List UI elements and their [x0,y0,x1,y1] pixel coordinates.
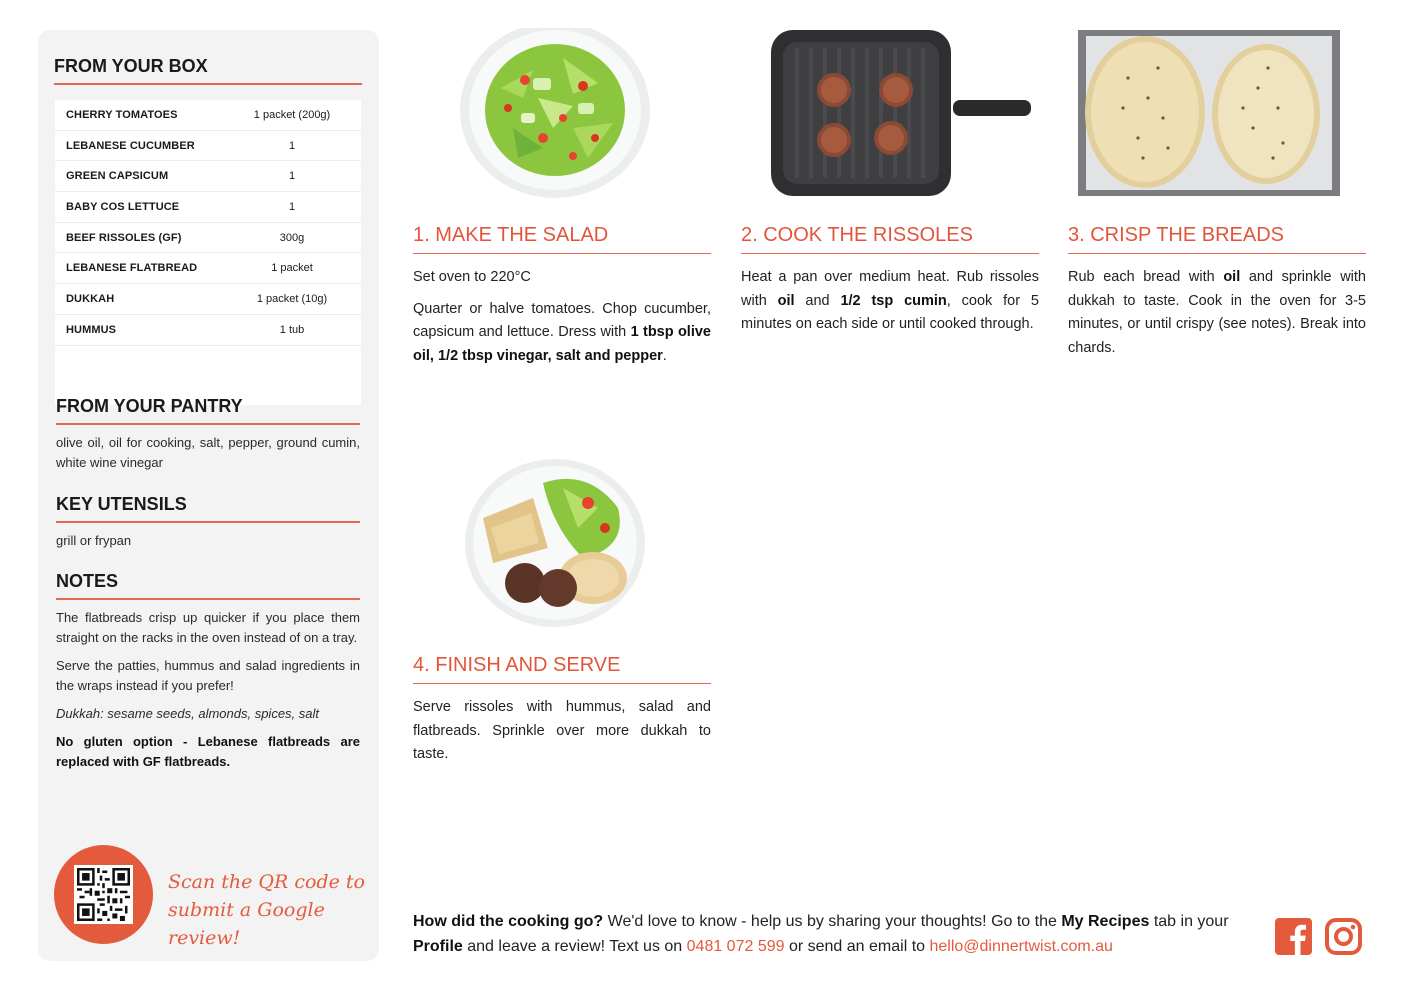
text-run: Quarter or halve tomatoes. Chop cucumber, capsicum and lettuce. Dress with [413,300,711,340]
note-item: Serve the patties, hummus and salad ingredients in the wraps instead if you prefer! [56,658,360,693]
table-row [55,223,361,254]
notes-text [56,608,360,772]
table-row [55,192,361,223]
qr-badge[interactable] [54,845,153,944]
salad-bowl-image [413,28,711,198]
step-3-title: 3. CRISP THE BREADS [1068,224,1366,254]
ingredient-qty: 1 [288,200,296,213]
phone-link[interactable]: 0481 072 599 [686,938,785,955]
pantry-text: olive oil, oil for cooking, salt, pepper, ground cumin, white wine vinegar [56,435,360,470]
text-run: Rub each bread with [1068,269,1224,285]
pantry-section [56,396,360,473]
ingredient-name: BEEF RISSOLES (GF) [66,231,182,244]
table-row [55,161,361,192]
text-run: tab in your [1149,913,1229,930]
step-1-oven: Set oven to 220°C [413,269,531,285]
utensils-section [56,494,360,551]
notes-section [56,571,360,780]
instagram-icon[interactable] [1325,918,1362,955]
text-run-bold: oil [777,292,795,309]
ingredient-qty: 1 [288,170,296,183]
text-run: and sprinkle with dukkah to taste. Cook in the oven for 3-5 minutes, or until crispy (see notes). Break into chards. [1068,269,1366,356]
text-run-bold: oil [1223,269,1241,285]
table-row [55,315,361,346]
text-run: or send an email to [784,938,930,955]
sidebar-panel [38,30,379,961]
email-link[interactable]: hello@dinnertwist.com.au [929,938,1113,955]
step-2-text [741,266,1039,345]
ingredient-qty: 1 [288,139,296,152]
step-3-text [1068,266,1366,368]
note-item: The flatbreads crisp up quicker if you place them straight on the racks in the oven instead of on a tray. [56,610,360,645]
step-1-title: 1. MAKE THE SALAD [413,224,711,254]
text-run: Heat a pan over medium heat. Rub rissoles with [741,269,1039,309]
text-run: We'd love to know - help us by sharing your thoughts! Go to the [603,913,1062,930]
ingredient-name: DUKKAH [66,292,115,305]
text-run: , cook for 5 minutes on each side or until cooked through. [741,292,1039,332]
table-row [55,100,361,131]
utensils-text: grill or frypan [56,533,132,548]
ingredient-qty: 300g [279,231,305,244]
step-2-instructions [741,266,1039,337]
ingredients-table [55,100,361,405]
text-run: and [794,292,841,309]
profile-label: Profile [413,938,463,955]
qr-code-icon [74,865,133,924]
notes-heading: NOTES [56,571,360,600]
facebook-icon[interactable] [1275,918,1312,955]
step-1-text [413,266,711,376]
ingredient-qty: 1 packet (200g) [253,108,331,121]
step-3-instructions [1068,266,1366,360]
footer-question: How did the cooking go? [413,913,604,930]
my-recipes-label: My Recipes [1061,913,1150,930]
table-row [55,131,361,162]
note-item: No gluten option - Lebanese flatbreads are replaced with GF flatbreads. [56,734,360,769]
pantry-heading: FROM YOUR PANTRY [56,396,360,425]
step-4-title: 4. FINISH AND SERVE [413,654,711,684]
table-row [55,284,361,315]
step-4-text [413,696,711,775]
grill-pan-image [741,28,1039,198]
text-run: and leave a review! Text us on [462,938,687,955]
serving-plate-image [413,458,711,628]
ingredient-name: LEBANESE FLATBREAD [66,262,198,275]
review-footer [413,909,1263,959]
table-row [55,253,361,284]
text-run-bold: 1/2 tsp cumin [840,292,947,309]
step-2-title: 2. COOK THE RISSOLES [741,224,1039,254]
note-item: Dukkah: sesame seeds, almonds, spices, salt [56,706,320,721]
text-run-bold: 1 tbsp olive oil, 1/2 tbsp vinegar, salt and pepper [413,324,711,364]
text-run: . [662,347,667,364]
utensils-heading: KEY UTENSILS [56,494,360,523]
from-your-box-heading: FROM YOUR BOX [54,56,362,85]
flatbreads-tray-image [1068,28,1366,198]
ingredient-name: LEBANESE CUCUMBER [66,139,195,152]
ingredient-name: CHERRY TOMATOES [66,108,178,121]
ingredient-name: BABY COS LETTUCE [66,200,180,213]
qr-review-prompt [168,868,368,952]
step-1-instructions [413,298,711,369]
qr-text-line: submit a Google review! [168,899,325,949]
step-4-instructions: Serve rissoles with hummus, salad and flatbreads. Sprinkle over more dukkah to taste. [413,699,711,762]
ingredient-name: HUMMUS [66,323,117,336]
ingredient-qty: 1 packet [271,262,313,275]
ingredient-qty: 1 packet (10g) [256,292,328,305]
ingredient-name: GREEN CAPSICUM [66,170,169,183]
qr-text-line: Scan the QR code to [168,871,365,893]
ingredient-qty: 1 tub [279,323,305,336]
